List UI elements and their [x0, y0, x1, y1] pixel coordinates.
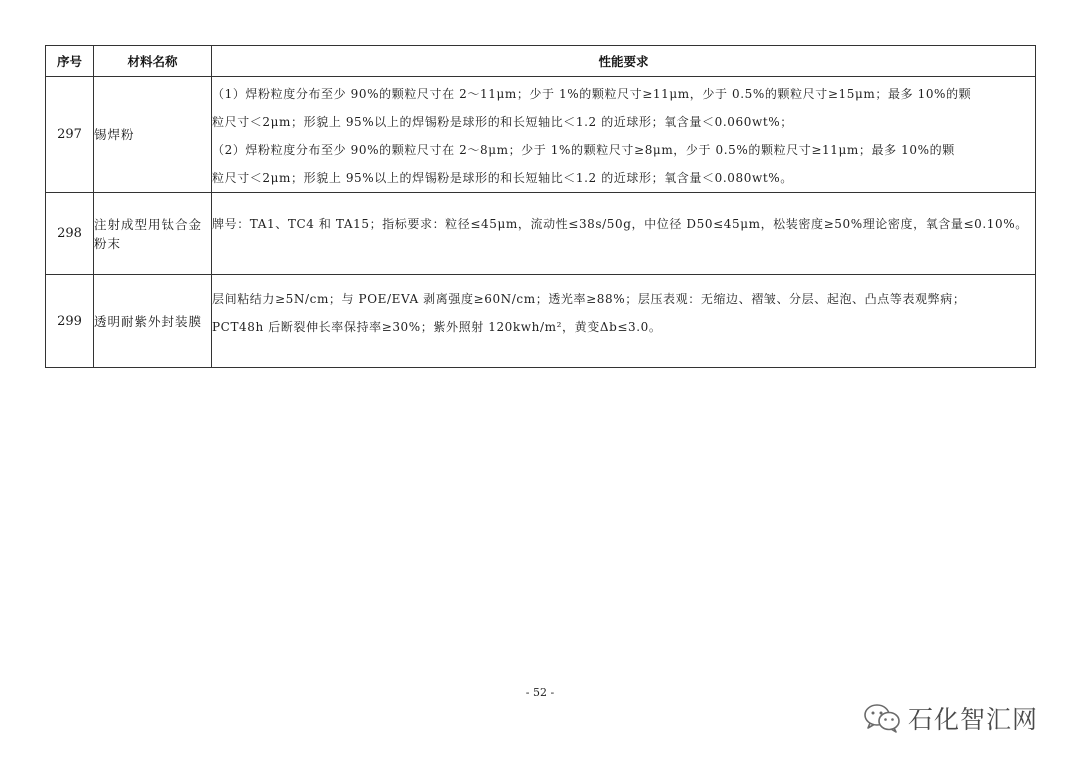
requirement-line: 层间粘结力≥5N/cm；与 POE/EVA 剥离强度≥60N/cm；透光率≥88%；层压表观：无缩边、褶皱、分层、起泡、凸点等表观弊病；: [212, 292, 966, 306]
row-requirements: [212, 193, 1036, 275]
row-requirements: [212, 275, 1036, 368]
table-header-row: [46, 46, 1036, 77]
header-performance-requirements: 性能要求: [212, 46, 1036, 77]
requirement-line: （1）焊粉粒度分布至少 90%的颗粒尺寸在 2～11μm；少于 1%的颗粒尺寸≥11μm，少于 0.5%的颗粒尺寸≥15μm；最多 10%的颗: [212, 87, 972, 101]
row-index: 297: [46, 77, 94, 193]
wechat-icon: [862, 702, 902, 734]
requirement-line: PCT48h 后断裂伸长率保持率≥30%；紫外照射 120kwh/m²，黄变Δb≤3.0。: [212, 320, 662, 334]
row-requirements: [212, 77, 1036, 193]
requirement-line: 粒尺寸＜2μm；形貌上 95%以上的焊锡粉是球形的和长短轴比＜1.2 的近球形；氧含量＜0.080wt%。: [212, 171, 793, 185]
requirement-line: 牌号：TA1、TC4 和 TA15；指标要求：粒径≤45μm，流动性≤38s/50g，中位径 D50≤45μm，松装密度≥50%理论密度，氧含量≤0.10%。: [212, 217, 1028, 231]
requirement-line: 粒尺寸＜2μm；形貌上 95%以上的焊锡粉是球形的和长短轴比＜1.2 的近球形；氧含量＜0.060wt%；: [212, 115, 793, 129]
materials-requirements-table: [45, 45, 1036, 368]
watermark-text: 石化智汇网: [908, 705, 1039, 734]
watermark: [862, 700, 1038, 736]
row-material-name: 透明耐紫外封装膜: [94, 275, 212, 368]
row-material-name: 注射成型用钛合金粉末: [94, 193, 212, 275]
row-index: 299: [46, 275, 94, 368]
table-row: [46, 77, 1036, 193]
header-material-name: 材料名称: [94, 46, 212, 77]
page-number: - 52 -: [525, 686, 555, 699]
row-material-name: 锡焊粉: [94, 77, 212, 193]
table-row: [46, 275, 1036, 368]
table-row: [46, 193, 1036, 275]
requirement-line: （2）焊粉粒度分布至少 90%的颗粒尺寸在 2～8μm；少于 1%的颗粒尺寸≥8μm，少于 0.5%的颗粒尺寸≥11μm；最多 10%的颗: [212, 143, 955, 157]
header-index: 序号: [46, 46, 94, 77]
row-index: 298: [46, 193, 94, 275]
